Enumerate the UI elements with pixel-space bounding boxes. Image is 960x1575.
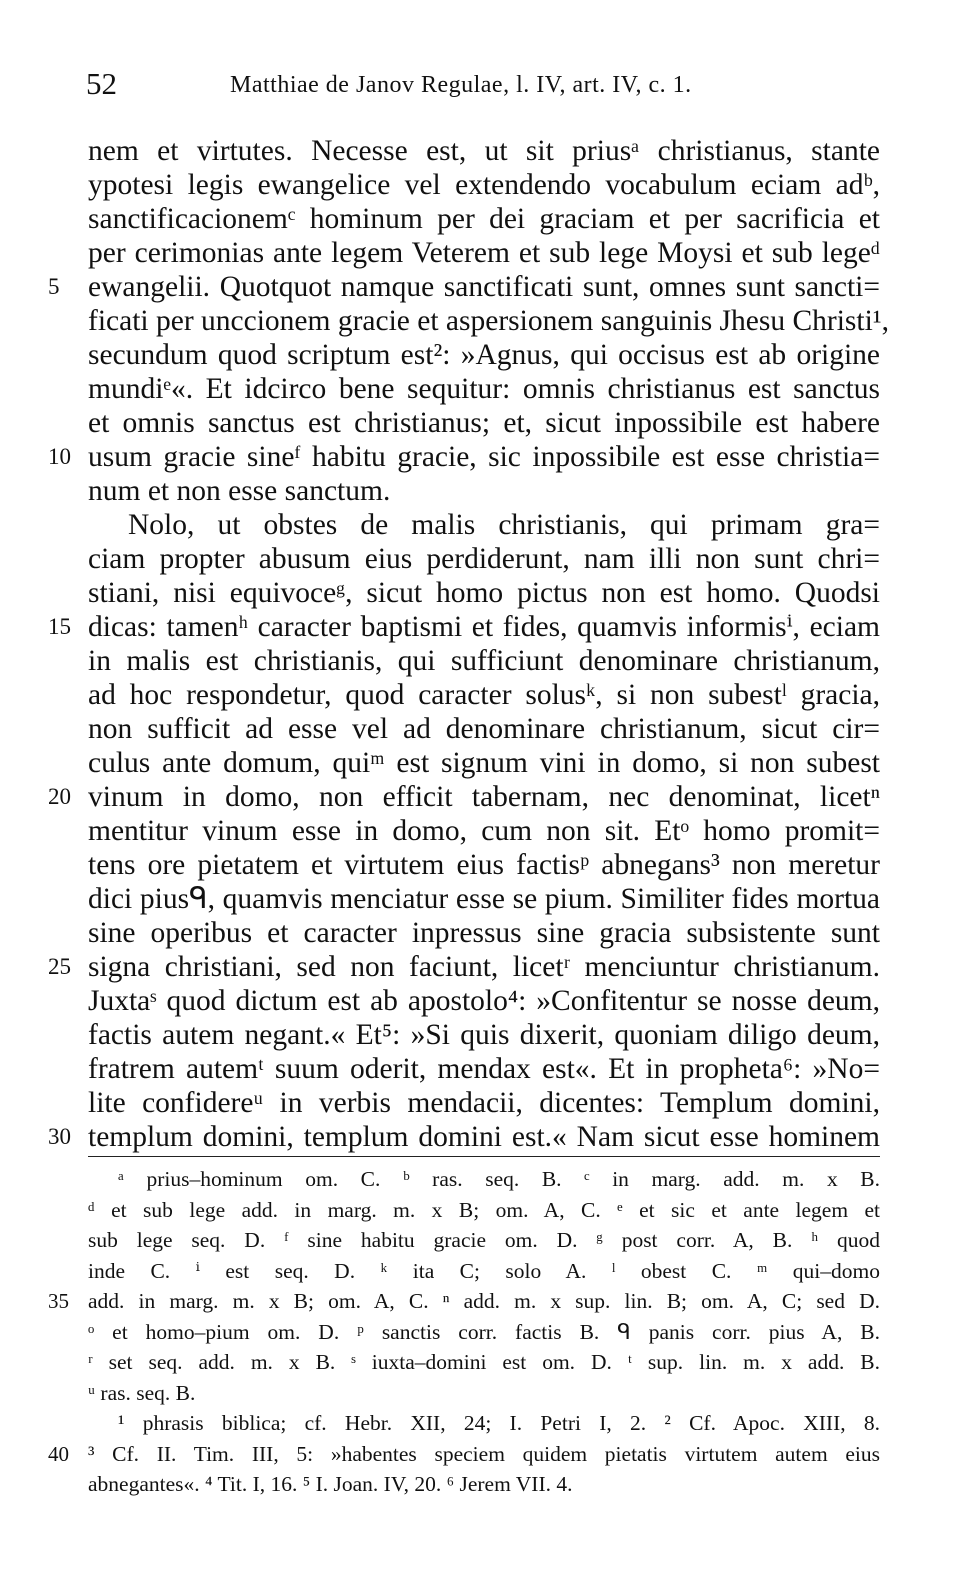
footnote-line — [48, 1286, 880, 1317]
line-number: 10 — [48, 444, 71, 469]
footnote-line — [88, 1469, 880, 1500]
footnote-text: ᵒ et homo–pium om. D. ᵖ sanctis corr. factis B. ᑫ panis corr. pius A, B. — [88, 1319, 880, 1344]
footnote-text: inde C. ⁱ est seq. D. ᵏ ita C; solo A. ˡ obest C. ᵐ qui–domo — [88, 1258, 880, 1283]
text-text: fratrem autemᵗ suum oderit, mendax est«. Et in propheta⁶: »No= — [88, 1053, 880, 1085]
text-text: vinum in domo, non efficit tabernam, nec denominat, licetⁿ — [88, 781, 880, 813]
footnote-text: add. in marg. m. x B; om. A, C. ⁿ add. m. x sup. lin. B; om. A, C; sed D. — [88, 1289, 880, 1313]
footnote-line — [88, 1317, 880, 1348]
text-line — [88, 202, 880, 236]
footnote-line — [88, 1225, 880, 1256]
text-text: Juxtaˢ quod dictum est ab apostolo⁴: »Confitentur se nosse deum, — [88, 985, 880, 1017]
footnote-text: ³ Cf. II. Tim. III, 5: »habentes speciem quidem pietatis virtutem autem eius — [88, 1441, 880, 1466]
text-line — [88, 304, 890, 338]
text-text: tens ore pietatem et virtutem eius factisᵖ abnegans³ non meretur — [88, 849, 880, 881]
text-text: mentitur vinum esse in domo, cum non sit. Etᵒ homo promit= — [88, 815, 880, 847]
footnote-text: sub lege seq. D. ᶠ sine habitu gracie om. D. ᵍ post corr. A, B. ʰ quod — [88, 1228, 880, 1252]
text-line — [88, 1018, 880, 1052]
text-text: sine operibus et caracter inpressus sine gracia subsistente sunt — [88, 917, 880, 949]
footnote-line — [88, 1195, 880, 1226]
text-text: nem et virtutes. Necesse est, ut sit priusᵃ christianus, stante — [88, 135, 880, 167]
footnote-text: ᵈ et sub lege add. in marg. m. x B; om. A, C. ᵉ et sic et ante legem et — [88, 1197, 880, 1222]
footnote-text: ᵘ ras. seq. B. — [88, 1380, 196, 1405]
text-line — [88, 168, 880, 202]
text-line — [88, 542, 880, 576]
text-line — [88, 916, 880, 950]
footnote-line — [48, 1439, 880, 1470]
footnote-text: ʳ set seq. add. m. x B. ˢ iuxta–domini est om. D. ᵗ sup. lin. m. x add. B. — [88, 1350, 880, 1374]
line-number: 20 — [48, 784, 71, 809]
running-title: Matthiae de Janov Regulae, l. IV, art. IV, c. 1. — [230, 72, 692, 98]
footnote-text: ¹ phrasis biblica; cf. Hebr. XII, 24; I. Petri I, 2. ² Cf. Apoc. XIII, 8. — [118, 1411, 880, 1435]
text-line — [88, 644, 880, 678]
text-text: stiani, nisi equivoceᵍ, sicut homo pictus non est homo. Quodsi — [88, 577, 880, 609]
text-text: non sufficit ad esse vel ad denominare christianum, sicut cir= — [88, 713, 880, 745]
text-text: factis autem negant.« Et⁵: »Si quis dixerit, quoniam diligo deum, — [88, 1019, 880, 1051]
text-line — [88, 134, 880, 168]
text-line — [88, 508, 880, 542]
text-line — [88, 576, 880, 610]
text-text: ficati per unccionem gracie et aspersionem sanguinis Jhesu Christi¹, — [88, 305, 890, 337]
text-line — [88, 338, 880, 372]
footnote-text: ᵃ prius–hominum om. C. ᵇ ras. seq. B. ᶜ in marg. add. m. x B. — [118, 1167, 880, 1191]
text-text: mundiᵉ«. Et idcirco bene sequitur: omnis christianus est sanctus — [88, 373, 880, 405]
line-number: 25 — [48, 954, 71, 979]
text-line — [88, 236, 880, 270]
text-text: usum gracie sineᶠ habitu gracie, sic inpossibile est esse christia= — [88, 441, 880, 473]
page-number: 52 — [86, 66, 117, 101]
text-line — [88, 882, 880, 916]
footnote-line — [88, 1347, 880, 1378]
line-number: 15 — [48, 614, 71, 639]
footnote-line — [88, 1164, 880, 1195]
footnote-line — [88, 1408, 880, 1439]
text-text: lite confidereᵘ in verbis mendacii, dicentes: Templum domini, — [88, 1087, 880, 1119]
text-line — [88, 678, 880, 712]
text-line — [88, 712, 880, 746]
text-line — [88, 406, 880, 440]
text-line — [88, 372, 880, 406]
body-text — [48, 134, 890, 1154]
text-line — [88, 1086, 880, 1120]
text-text: ad hoc respondetur, quod caracter solusᵏ, si non subestˡ gracia, — [88, 679, 880, 711]
text-text: ciam propter abusum eius perdiderunt, nam illi non sunt chri= — [88, 543, 880, 575]
text-text: num et non esse sanctum. — [88, 475, 391, 507]
text-text: per cerimonias ante legem Veterem et sub lege Moysi et sub legeᵈ — [88, 237, 880, 269]
line-number: 35 — [48, 1289, 69, 1313]
text-text: dici piusᑫ, quamvis menciatur esse se pium. Similiter fides mortua — [88, 883, 880, 915]
line-number: 30 — [48, 1124, 71, 1149]
line-number: 5 — [48, 274, 60, 299]
text-line — [48, 610, 880, 644]
text-line — [88, 746, 880, 780]
text-text: et omnis sanctus est christianus; et, sicut inpossibile est habere — [88, 407, 880, 439]
footnotes — [48, 1164, 880, 1500]
footnote-line — [88, 1378, 880, 1409]
text-line — [88, 848, 880, 882]
text-text: ewangelii. Quotquot namque sanctificati sunt, omnes sunt sancti= — [88, 271, 880, 303]
text-line — [48, 270, 880, 304]
text-line — [48, 780, 880, 814]
text-text: culus ante domum, quiᵐ est signum vini in domo, si non subest — [88, 747, 880, 779]
text-line — [48, 1120, 880, 1154]
text-text: secundum quod scriptum est²: »Agnus, qui occisus est ab origine — [88, 339, 880, 371]
text-text: ypotesi legis ewangelice vel extendendo vocabulum eciam adᵇ, — [88, 169, 880, 201]
text-text: Nolo, ut obstes de malis christianis, qui primam gra= — [128, 509, 880, 541]
text-line — [48, 440, 880, 474]
text-text: dicas: tamenʰ caracter baptismi et fides, quamvis informisⁱ, eciam — [88, 611, 880, 643]
text-line — [88, 814, 880, 848]
footnote-text: abnegantes«. ⁴ Tit. I, 16. ⁵ I. Joan. IV, 20. ⁶ Jerem VII. 4. — [88, 1472, 573, 1496]
running-header — [0, 66, 960, 106]
text-text: templum domini, templum domini est.« Nam sicut esse hominem — [88, 1121, 880, 1153]
text-text: signa christiani, sed non faciunt, licetʳ menciuntur christianum. — [88, 951, 880, 983]
footnote-line — [88, 1256, 880, 1287]
text-line — [88, 474, 880, 508]
footnote-rule — [88, 1156, 880, 1157]
text-line — [88, 984, 880, 1018]
text-text: in malis est christianis, qui sufficiunt denominare christianum, — [88, 645, 880, 677]
text-line — [88, 1052, 880, 1086]
line-number: 40 — [48, 1441, 69, 1466]
text-line — [48, 950, 880, 984]
text-text: sanctificacionemᶜ hominum per dei graciam et per sacrificia et — [88, 203, 880, 235]
